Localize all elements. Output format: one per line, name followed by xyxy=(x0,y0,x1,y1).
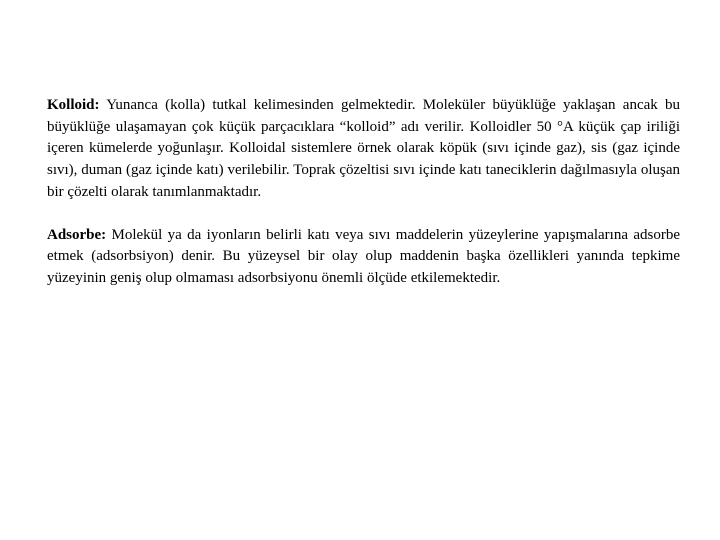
adsorbe-paragraph xyxy=(47,225,680,290)
text-body xyxy=(47,95,680,290)
kolloid-paragraph xyxy=(47,95,680,204)
kolloid-term: Kolloid: xyxy=(47,97,100,113)
adsorbe-term: Adsorbe: xyxy=(47,226,107,243)
adsorbe-definition: Molekül ya da iyonların belirli katı veya sıvı maddelerin yüzeylerine yapışmalarına adsorbe etmek (adsorbsiyon) denir. Bu yüzeysel bir olay olup maddenin başka özellikleri yanında tepkime yüzeyinin geniş olup olmaması adsorbsiyonu önemli ölçüde etkilemektedir. xyxy=(47,226,680,286)
kolloid-definition: Yunanca (kolla) tutkal kelimesinden gelmektedir. Moleküler büyüklüğe yaklaşan ancak bu büyüklüğe ulaşamayan çok küçük parçacıklara “kolloid” adı verilir. Kolloidler 50 °A küçük çap iriliği içeren kümelerde yoğunlaşır. Kolloidal sistemlere örnek olarak köpük (sıvı içinde gaz), sis (gaz içinde sıvı), duman (gaz içinde katı) verilebilir. Toprak çözeltisi sıvı içinde katı taneciklerin dağılmasıyla oluşan bir çözelti olarak tanımlanmaktadır. xyxy=(47,97,680,200)
